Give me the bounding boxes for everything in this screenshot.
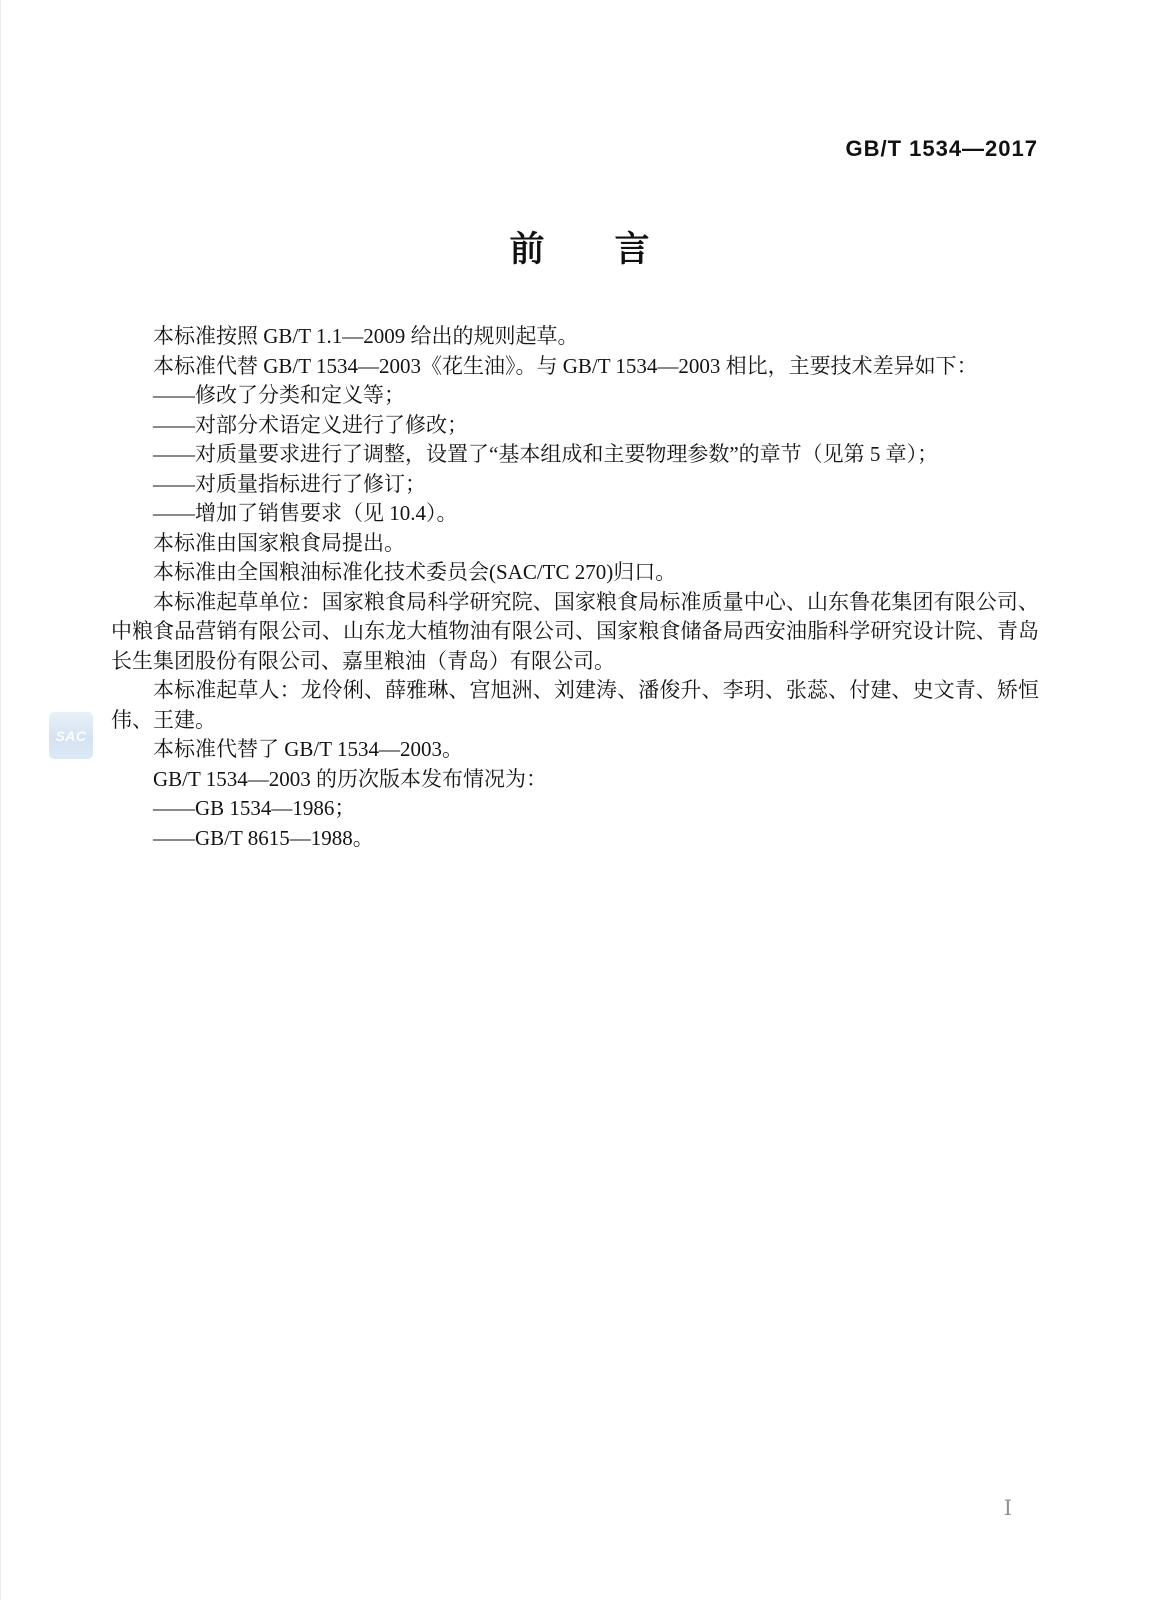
list-item-dash: ——GB 1534—1986； (153, 796, 356, 820)
list-item-dash: ——增加了销售要求（见 10.4）。 (153, 501, 458, 525)
paragraph-line: 本标准按照 GB/T 1.1—2009 给出的规则起草。 (153, 324, 579, 348)
list-item-dash: ——GB/T 8615—1988。 (153, 825, 374, 850)
list-item-dash: ——对部分术语定义进行了修改； (153, 412, 468, 437)
foreword-body (111, 322, 1039, 853)
list-item-dash: ——对质量指标进行了修订； (153, 471, 426, 496)
paragraph-line: GB/T 1534—2003 的历次版本发布情况为： (153, 766, 547, 791)
paragraph-line: 本标准起草单位：国家粮食局科学研究院、国家粮食局标准质量中心、山东鲁花集团有限公司、中粮食品营销有限公司、山东龙大植物油有限公司、国家粮食储备局西安油脂科学研究设计院、青岛长生集团股份有限公司、嘉里粮油（青岛）有限公司。 (111, 589, 1039, 673)
paragraph-line: 本标准起草人：龙伶俐、薛雅琳、宫旭洲、刘建涛、潘俊升、李玥、张蕊、付建、史文青、矫恒伟、王建。 (111, 678, 1039, 732)
paragraph-line: 本标准由全国粮油标准化技术委员会(SAC/TC 270)归口。 (153, 560, 677, 584)
list-item-dash: ——修改了分类和定义等； (153, 383, 405, 407)
page-title: 前 言 (509, 230, 650, 269)
page-number: Ⅰ (1003, 1496, 1012, 1520)
paragraph-line: 本标准由国家粮食局提出。 (153, 530, 405, 555)
sac-watermark-logo: SAC (49, 712, 93, 759)
standard-number-header: GB/T 1534—2017 (845, 136, 1038, 161)
paragraph-line: 本标准代替了 GB/T 1534—2003。 (153, 737, 463, 761)
list-item-dash: ——对质量要求进行了调整，设置了“基本组成和主要物理参数”的章节（见第 5 章）； (153, 442, 939, 466)
paragraph-line: 本标准代替 GB/T 1534—2003《花生油》。与 GB/T 1534—2003 相比，主要技术差异如下： (153, 353, 978, 378)
